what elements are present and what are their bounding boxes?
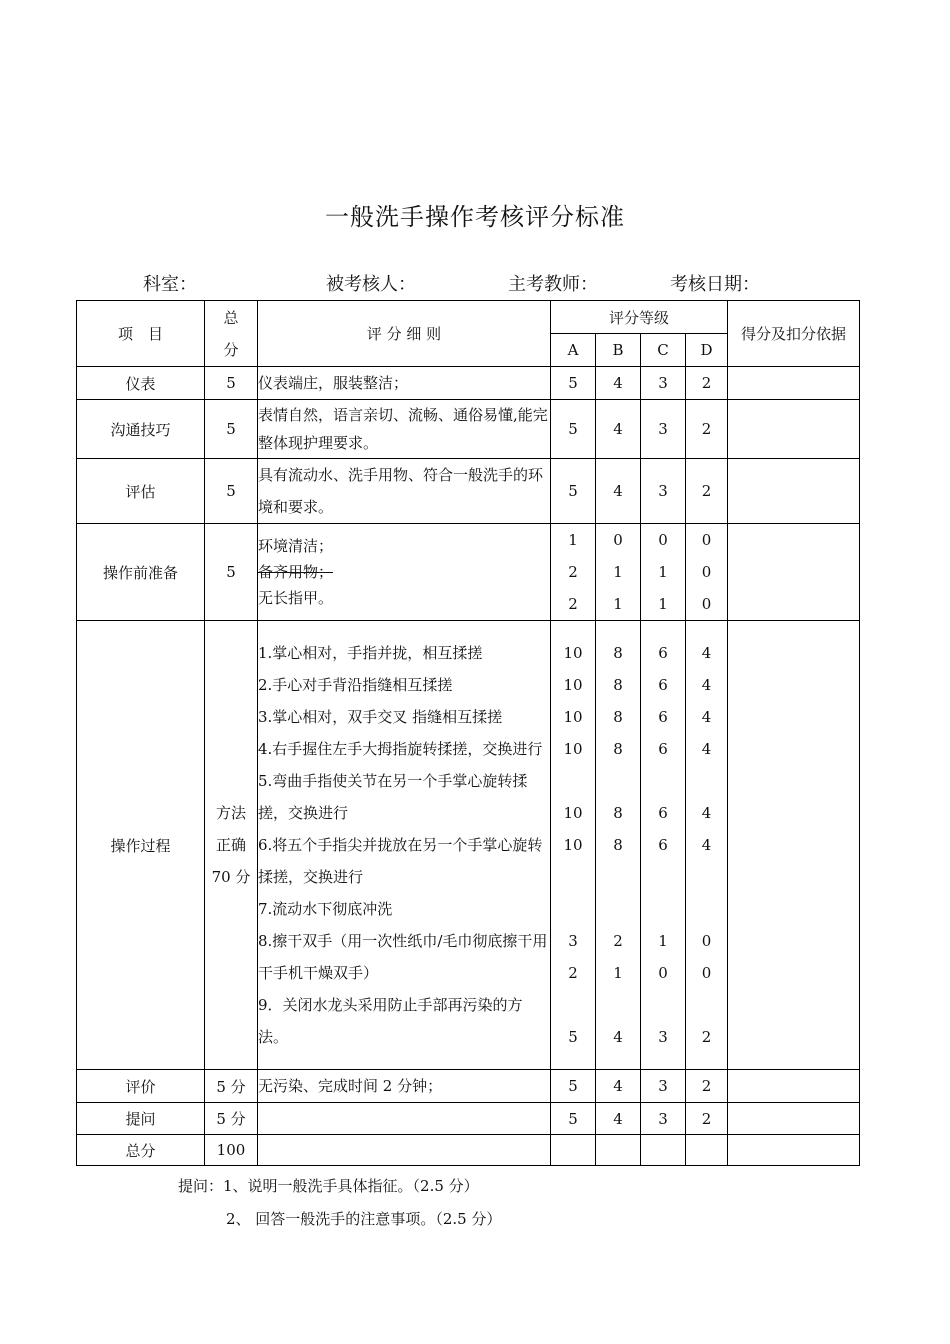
grade-c: C bbox=[641, 334, 686, 367]
score-value: 0 bbox=[658, 964, 668, 982]
score-value: 2 bbox=[701, 1028, 712, 1046]
score-c[interactable] bbox=[641, 1135, 686, 1166]
score-value: 6 bbox=[658, 708, 668, 726]
score-b: 4 bbox=[596, 1103, 641, 1135]
row-item: 操作前准备 bbox=[77, 524, 205, 621]
grade-d: D bbox=[686, 334, 728, 367]
total-line: 70 分 bbox=[211, 868, 251, 886]
score-value: 1 bbox=[613, 563, 623, 581]
table-row bbox=[77, 400, 860, 459]
score-d: 2 bbox=[686, 400, 728, 459]
score-value: 2 bbox=[568, 964, 578, 982]
score-d: 2 bbox=[686, 1070, 728, 1103]
row-detail bbox=[258, 1103, 551, 1135]
row-detail bbox=[258, 621, 551, 1070]
header-total-line1: 总 bbox=[223, 308, 239, 327]
score-b: 4 bbox=[596, 459, 641, 524]
score-a: 5 bbox=[551, 1103, 596, 1135]
basis-cell[interactable] bbox=[728, 367, 860, 400]
score-value: 8 bbox=[613, 676, 623, 694]
score-value: 8 bbox=[613, 836, 623, 854]
score-value: 3 bbox=[568, 932, 578, 950]
score-value: 0 bbox=[701, 964, 712, 982]
step-text: 1.掌心相对，手指并拢，相互揉搓 bbox=[258, 644, 483, 662]
basis-cell[interactable] bbox=[728, 524, 860, 621]
score-value: 6 bbox=[658, 740, 668, 758]
step-text: 2.手心对手背沿指缝相互揉搓 bbox=[258, 676, 453, 694]
examinee-label: 被考核人： bbox=[326, 274, 416, 295]
table-row bbox=[77, 367, 860, 400]
step-text: 8.擦干双手（用一次性纸巾/毛巾彻底擦干用干手机干燥双手） bbox=[258, 932, 548, 982]
basis-cell[interactable] bbox=[728, 1135, 860, 1166]
score-value: 3 bbox=[658, 1028, 668, 1046]
score-b: 4 bbox=[596, 400, 641, 459]
score-c bbox=[641, 524, 686, 621]
row-detail: 无污染、完成时间 2 分钟； bbox=[258, 1070, 551, 1103]
question-note-2: 2、 回答一般洗手的注意事项。（2.5 分） bbox=[226, 1210, 502, 1228]
score-value: 10 bbox=[563, 708, 583, 726]
exam-date-label: 考核日期： bbox=[670, 274, 760, 295]
score-value: 0 bbox=[701, 531, 712, 549]
score-value: 8 bbox=[613, 708, 623, 726]
question-note-1: 提问：1、说明一般洗手具体指征。（2.5 分） bbox=[178, 1177, 479, 1195]
header-item: 项 目 bbox=[77, 301, 205, 367]
score-value: 4 bbox=[701, 676, 712, 694]
score-value: 0 bbox=[701, 932, 712, 950]
row-detail: 具有流动水、洗手用物、符合一般洗手的环境和要求。 bbox=[258, 459, 551, 524]
score-value: 6 bbox=[658, 804, 668, 822]
row-item: 评估 bbox=[77, 459, 205, 524]
basis-cell[interactable] bbox=[728, 459, 860, 524]
score-value: 2 bbox=[568, 595, 578, 613]
score-value: 1 bbox=[568, 531, 578, 549]
basis-cell[interactable] bbox=[728, 400, 860, 459]
row-item: 提问 bbox=[77, 1103, 205, 1135]
score-value: 1 bbox=[658, 932, 668, 950]
score-d[interactable] bbox=[686, 1135, 728, 1166]
grade-a: A bbox=[551, 334, 596, 367]
score-c: 3 bbox=[641, 1070, 686, 1103]
table-row bbox=[77, 1070, 860, 1103]
score-value: 4 bbox=[701, 708, 712, 726]
total-line: 方法 bbox=[215, 804, 246, 822]
row-total: 5 bbox=[205, 524, 258, 621]
total-line: 正确 bbox=[215, 836, 246, 854]
score-c bbox=[641, 621, 686, 1070]
row-total: 5 bbox=[205, 459, 258, 524]
table-row-prep bbox=[77, 524, 860, 621]
score-value: 6 bbox=[658, 836, 668, 854]
header-grade: 评分等级 bbox=[551, 301, 728, 334]
dept-label: 科室： bbox=[143, 274, 197, 295]
step-text: 9．关闭水龙头采用防止手部再污染的方法。 bbox=[258, 996, 523, 1046]
row-total: 5 bbox=[205, 400, 258, 459]
table-row bbox=[77, 1103, 860, 1135]
score-a bbox=[551, 621, 596, 1070]
table-row bbox=[77, 459, 860, 524]
header-total-line2: 分 bbox=[223, 340, 239, 359]
basis-cell[interactable] bbox=[728, 1103, 860, 1135]
row-detail bbox=[258, 524, 551, 621]
score-value: 8 bbox=[613, 804, 623, 822]
score-a: 5 bbox=[551, 367, 596, 400]
row-total: 5 分 bbox=[205, 1070, 258, 1103]
score-value: 0 bbox=[613, 531, 623, 549]
row-item: 总分 bbox=[77, 1135, 205, 1166]
score-value: 4 bbox=[701, 836, 712, 854]
table-row-sum bbox=[77, 1135, 860, 1166]
row-detail bbox=[258, 1135, 551, 1166]
score-value: 5 bbox=[568, 1028, 578, 1046]
score-d bbox=[686, 621, 728, 1070]
score-value: 0 bbox=[658, 531, 668, 549]
score-c: 3 bbox=[641, 459, 686, 524]
score-value: 1 bbox=[658, 595, 668, 613]
row-item: 沟通技巧 bbox=[77, 400, 205, 459]
score-c: 3 bbox=[641, 367, 686, 400]
row-detail: 仪表端庄，服装整洁； bbox=[258, 367, 551, 400]
scoring-table bbox=[76, 300, 860, 1166]
score-value: 0 bbox=[701, 595, 712, 613]
score-a: 5 bbox=[551, 459, 596, 524]
score-d: 2 bbox=[686, 459, 728, 524]
score-b[interactable] bbox=[596, 1135, 641, 1166]
score-value: 8 bbox=[613, 644, 623, 662]
page-title: 一般洗手操作考核评分标准 bbox=[325, 203, 625, 231]
score-value: 10 bbox=[563, 836, 583, 854]
row-item: 仪表 bbox=[77, 367, 205, 400]
score-a: 5 bbox=[551, 1070, 596, 1103]
step-text: 4.右手握住左手大拇指旋转揉搓，交换进行 bbox=[258, 740, 543, 758]
score-value: 10 bbox=[563, 740, 583, 758]
score-c: 3 bbox=[641, 1103, 686, 1135]
examiner-label: 主考教师： bbox=[508, 274, 598, 295]
row-item: 操作过程 bbox=[77, 621, 205, 1070]
score-value: 10 bbox=[563, 804, 583, 822]
prep-line: 环境清洁； bbox=[258, 537, 334, 555]
header-detail: 评 分 细 则 bbox=[258, 301, 551, 367]
score-value: 6 bbox=[658, 676, 668, 694]
basis-cell[interactable] bbox=[728, 621, 860, 1070]
prep-line: 无长指甲。 bbox=[258, 589, 334, 607]
step-text: 5.弯曲手指使关节在另一个手掌心旋转揉搓，交换进行 bbox=[258, 772, 528, 822]
score-value: 2 bbox=[613, 932, 623, 950]
score-a[interactable] bbox=[551, 1135, 596, 1166]
basis-cell[interactable] bbox=[728, 1070, 860, 1103]
score-b: 4 bbox=[596, 367, 641, 400]
row-item: 评价 bbox=[77, 1070, 205, 1103]
score-value: 6 bbox=[658, 644, 668, 662]
step-text: 7.流动水下彻底冲洗 bbox=[258, 900, 393, 918]
score-d bbox=[686, 524, 728, 621]
score-d: 2 bbox=[686, 1103, 728, 1135]
table-row-process bbox=[77, 621, 860, 1070]
score-d: 2 bbox=[686, 367, 728, 400]
score-b: 4 bbox=[596, 1070, 641, 1103]
row-total: 5 bbox=[205, 367, 258, 400]
score-value: 8 bbox=[613, 740, 623, 758]
score-a bbox=[551, 524, 596, 621]
score-b bbox=[596, 524, 641, 621]
score-value: 2 bbox=[568, 563, 578, 581]
step-text: 6.将五个手指尖并拢放在另一个手掌心旋转揉搓，交换进行 bbox=[258, 836, 543, 886]
score-value: 0 bbox=[701, 563, 712, 581]
score-a: 5 bbox=[551, 400, 596, 459]
score-value: 4 bbox=[701, 740, 712, 758]
score-value: 4 bbox=[613, 1028, 623, 1046]
row-total: 5 分 bbox=[205, 1103, 258, 1135]
step-text: 3.掌心相对，双手交叉 指缝相互揉搓 bbox=[258, 708, 503, 726]
score-value: 4 bbox=[701, 804, 712, 822]
score-value: 1 bbox=[613, 595, 623, 613]
score-c: 3 bbox=[641, 400, 686, 459]
header-total bbox=[205, 301, 258, 367]
row-total: 100 bbox=[205, 1135, 258, 1166]
prep-line: 备齐用物； bbox=[258, 563, 334, 581]
row-total bbox=[205, 621, 258, 1070]
score-value: 4 bbox=[701, 644, 712, 662]
score-value: 10 bbox=[563, 644, 583, 662]
row-detail: 表情自然，语言亲切、流畅、通俗易懂,能完整体现护理要求。 bbox=[258, 400, 551, 459]
score-value: 1 bbox=[613, 964, 623, 982]
score-value: 10 bbox=[563, 676, 583, 694]
grade-b: B bbox=[596, 334, 641, 367]
score-b bbox=[596, 621, 641, 1070]
score-value: 1 bbox=[658, 563, 668, 581]
header-basis: 得分及扣分依据 bbox=[728, 301, 860, 367]
